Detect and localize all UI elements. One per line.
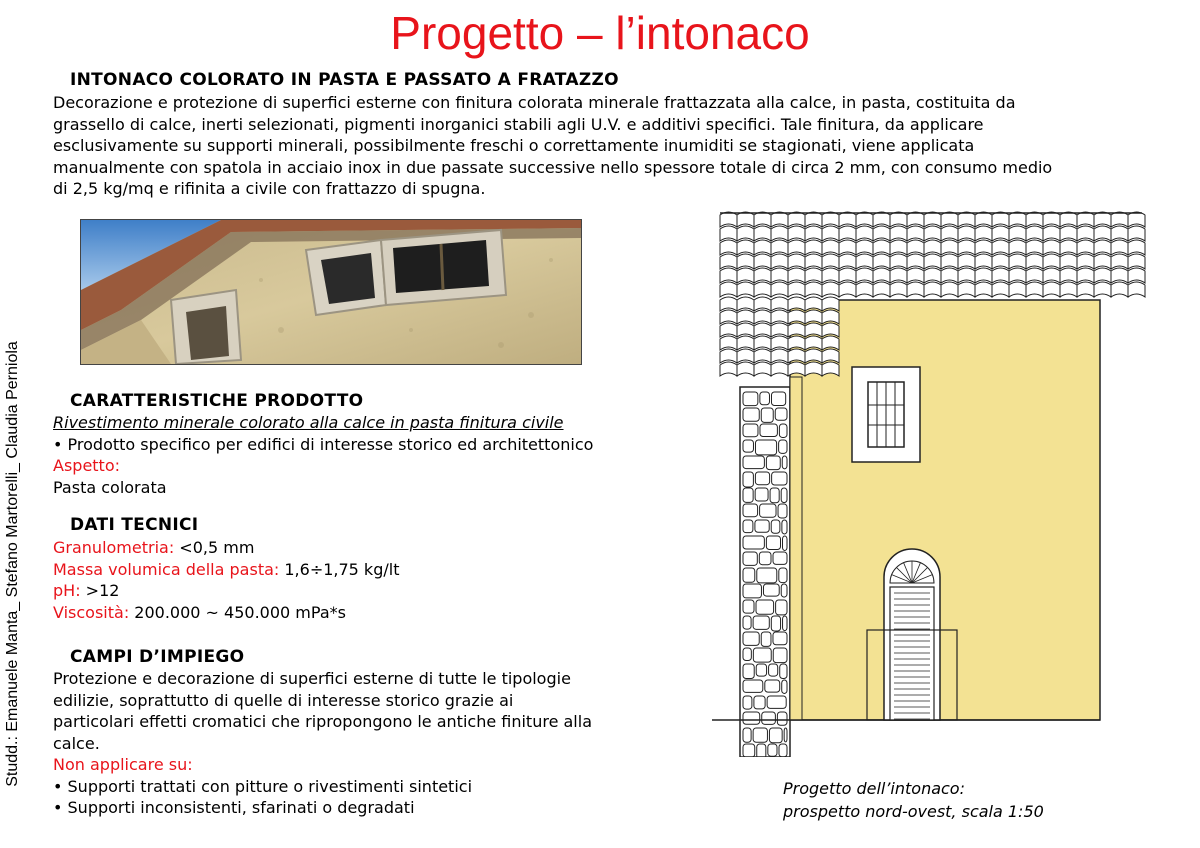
campi-block	[53, 668, 592, 819]
dati-value: <0,5 mm	[174, 538, 255, 557]
dati-label: Massa volumica della pasta:	[53, 559, 280, 579]
intro-paragraph	[53, 92, 1052, 200]
page-title: Progetto – l’intonaco	[390, 7, 810, 59]
campi-line: edilizie, soprattutto di quelle di interesse storico grazie ai	[53, 690, 514, 710]
campi-line: particolari effetti cromatici che ripropongono le antiche finiture alla	[53, 712, 592, 731]
dati-tecnici-heading: DATI TECNICI	[70, 515, 199, 535]
dati-label: pH:	[53, 581, 81, 600]
campi-line: calce.	[53, 733, 100, 753]
caratteristiche-heading: CARATTERISTICHE PRODOTTO	[70, 391, 364, 411]
intro-line: grassello di calce, inerti selezionati, pigmenti inorganici stabili agli U.V. e additivi specifici. Tale finitura, da applicare	[53, 114, 984, 134]
campi-bullet: • Supporti trattati con pitture o rivestimenti sintetici	[53, 776, 473, 796]
campi-heading: CAMPI D’IMPIEGO	[70, 647, 245, 667]
window	[852, 367, 920, 462]
aspetto-value: Pasta colorata	[53, 477, 167, 497]
intro-line: manualmente con spatola in acciaio inox in due passate successive nello spessore totale di circa 2 mm, con consumo medio	[53, 157, 1053, 177]
caption-line-1: Progetto dell’intonaco:	[783, 779, 965, 798]
intro-line: esclusivamente su supporti minerali, possibilmente freschi o correttamente inumiditi se stagionati, viene applicata	[53, 136, 975, 155]
caption-line-2: prospetto nord-ovest, scala 1:50	[783, 802, 1044, 821]
dati-value: 1,6÷1,75 kg/lt	[279, 559, 400, 579]
non-applicare-label: Non applicare su:	[53, 755, 193, 774]
facade-photo	[80, 219, 582, 365]
caratteristiche-subtitle: Rivestimento minerale colorato alla calce in pasta finitura civile	[53, 413, 564, 432]
caratteristiche-bullet: • Prodotto specifico per edifici di interesse storico ed architettonico	[53, 434, 594, 454]
intro-heading: INTONACO COLORATO IN PASTA E PASSATO A FRATAZZO	[70, 70, 619, 90]
aspetto-label: Aspetto:	[53, 456, 121, 475]
dati-value: >12	[80, 581, 120, 600]
dati-row-ph	[53, 580, 399, 602]
dati-value: 200.000 ~ 450.000 mPa*s	[129, 602, 346, 622]
dati-tecnici-list	[53, 537, 399, 623]
intro-line: Decorazione e protezione di superfici esterne con finitura colorata minerale frattazzata alla calce, in pasta, costituita da	[53, 93, 1016, 112]
dati-label: Viscosità:	[53, 602, 130, 622]
facade-elevation-drawing	[712, 205, 1148, 757]
authors-credit: Studd.: Emanuele Manta_ Stefano Martorelli_ Claudia Perniola	[4, 341, 21, 787]
caratteristiche-block	[53, 412, 593, 498]
dati-row-viscosita	[53, 602, 399, 624]
intro-line: di 2,5 kg/mq e rifinita a civile con frattazzo di spugna.	[53, 179, 486, 198]
dati-label: Granulometria:	[53, 538, 175, 557]
dati-row-massa	[53, 559, 399, 581]
dati-row-granulometria	[53, 537, 399, 559]
drawing-caption	[783, 777, 1044, 823]
roof-tiles-upper	[720, 212, 1145, 297]
roof-tiles-lower	[720, 297, 839, 376]
campi-line: Protezione e decorazione di superfici esterne di tutte le tipologie	[53, 669, 571, 688]
campi-bullet: • Supporti inconsistenti, sfarinati o degradati	[53, 798, 415, 817]
